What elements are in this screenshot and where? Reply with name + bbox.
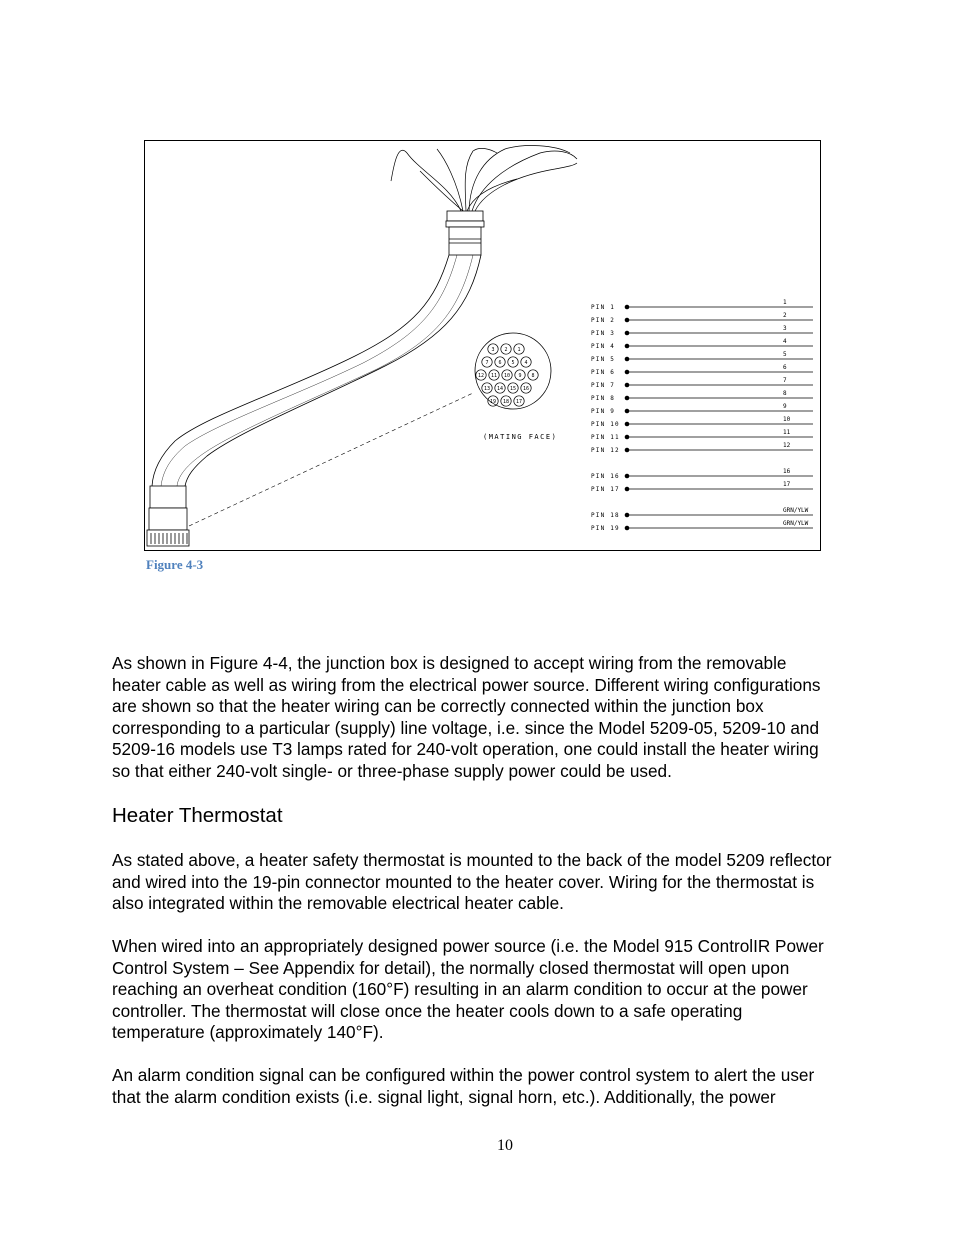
- wire-label: 3: [783, 325, 787, 332]
- pin-label: PIN 3: [591, 330, 616, 337]
- pin-label: PIN 8: [591, 395, 616, 402]
- mating-face-circle: [475, 333, 551, 409]
- pin-label: PIN 7: [591, 382, 616, 389]
- wire-label: 4: [783, 338, 787, 345]
- pin-label: PIN 17: [591, 486, 620, 493]
- text-line: reaching an overheat condition (160°F) resulting in an alarm condition to occur at the power: [112, 979, 808, 999]
- pin-label: PIN 4: [591, 343, 616, 350]
- text-line: and wired into the 19-pin connector mounted to the heater cover. Wiring for the thermostat is: [112, 871, 815, 892]
- connector-pin-number: 11: [490, 373, 498, 379]
- top-cable-connector: [446, 211, 484, 255]
- pin-label: PIN 19: [591, 525, 620, 532]
- text-line: so that either 240-volt single- or three-phase supply power could be used.: [112, 760, 672, 781]
- wire-label: 8: [783, 390, 787, 397]
- pin-label: PIN 16: [591, 473, 620, 480]
- text-line: 5209-16 models use T3 lamps rated for 240-volt operation, one could install the heater wiring: [112, 739, 819, 759]
- wire-label: 6: [783, 364, 787, 371]
- text-line: temperature (approximately 140°F).: [112, 1022, 384, 1042]
- connector-pin-number: 5: [511, 360, 515, 366]
- text-line: An alarm condition signal can be configured within the power control system to alert the user: [112, 1065, 815, 1085]
- wire-label: 16: [783, 468, 791, 475]
- page-number: 10: [497, 1137, 513, 1154]
- mating-face-label: (MATING FACE): [483, 433, 558, 441]
- bottom-cable-connector: [147, 486, 189, 546]
- connector-pin-number: 15: [509, 386, 517, 392]
- pin-label: PIN 12: [591, 447, 620, 454]
- paragraph-overheat: [112, 936, 912, 1044]
- paragraph-junction-box: [112, 653, 912, 782]
- figure-4-3-diagram: [144, 140, 821, 551]
- connector-pin-number: 9: [518, 373, 522, 379]
- section-heading: Heater Thermostat: [112, 804, 283, 827]
- connector-pin-number: 3: [491, 347, 495, 353]
- text-line: As stated above, a heater safety thermostat is mounted to the back of the model 5209 reflector: [112, 850, 832, 870]
- text-line: also integrated within the removable electrical heater cable.: [112, 893, 564, 913]
- connector-pin-number: 4: [524, 360, 528, 366]
- leader-line: [189, 393, 473, 526]
- text-line: heater cable as well as wiring from the electrical power source. Different wiring configurations: [112, 674, 821, 695]
- connector-pin-number: 2: [504, 347, 508, 353]
- loose-wires: [391, 146, 577, 211]
- pin-label: PIN 2: [591, 317, 616, 324]
- text-line: are shown so that the heater wiring can be correctly connected within the junction box: [112, 696, 764, 716]
- figure-caption: Figure 4-3: [146, 557, 204, 572]
- paragraph-alarm-signal: [112, 1065, 912, 1108]
- text-line: As shown in Figure 4-4, the junction box is designed to accept wiring from the removable: [112, 653, 787, 673]
- wire-label: 7: [783, 377, 787, 384]
- connector-pin-number: 7: [485, 360, 489, 366]
- connector-pin-number: 18: [502, 399, 510, 405]
- pin-label: PIN 10: [591, 421, 620, 428]
- pin-label: PIN 11: [591, 434, 620, 441]
- connector-pin-number: 12: [477, 373, 485, 379]
- wire-label: 2: [783, 312, 787, 319]
- wire-label: 5: [783, 351, 787, 358]
- pin-label: PIN 18: [591, 512, 620, 519]
- connector-pin-number: 8: [531, 373, 535, 379]
- wire-label: GRN/YLW: [783, 520, 809, 527]
- pin-label: PIN 9: [591, 408, 616, 415]
- pin-label: PIN 1: [591, 304, 616, 311]
- connector-pin-number: 10: [503, 373, 511, 379]
- connector-pin-number: 17: [515, 399, 523, 405]
- pin-label: PIN 6: [591, 369, 616, 376]
- wire-label: 1: [783, 299, 787, 306]
- wire-label: GRN/YLW: [783, 507, 809, 514]
- wire-label: 11: [783, 429, 791, 436]
- connector-pin-number: 1: [517, 347, 521, 353]
- wire-label: 9: [783, 403, 787, 410]
- cable-wiring-diagram: [145, 141, 822, 552]
- text-line: corresponding to a particular (supply) line voltage, i.e. since the Model 5209-05, 5209-10 and: [112, 717, 820, 738]
- wire-label: 12: [783, 442, 791, 449]
- text-line: When wired into an appropriately designed power source (i.e. the Model 915 ControlIR Power: [112, 936, 824, 956]
- connector-pin-number: 6: [498, 360, 502, 366]
- text-line: that the alarm condition exists (i.e. signal light, signal horn, etc.). Additionally, the power: [112, 1086, 776, 1107]
- wire-label: 10: [783, 416, 791, 423]
- connector-pin-number: 14: [496, 386, 504, 392]
- paragraph-thermostat-mount: [112, 850, 912, 915]
- connector-pin-number: 13: [483, 386, 491, 392]
- wire-label: 17: [783, 481, 791, 488]
- connector-pin-number: 16: [522, 386, 530, 392]
- connector-pin-number: 19: [489, 399, 497, 405]
- heater-cable: [152, 255, 481, 486]
- pin-label: PIN 5: [591, 356, 616, 363]
- text-line: controller. The thermostat will close once the heater cools down to a safe operating: [112, 1000, 743, 1021]
- text-line: Control System – See Appendix for detail), the normally closed thermostat will open upon: [112, 957, 790, 978]
- wiring-table: [591, 299, 813, 532]
